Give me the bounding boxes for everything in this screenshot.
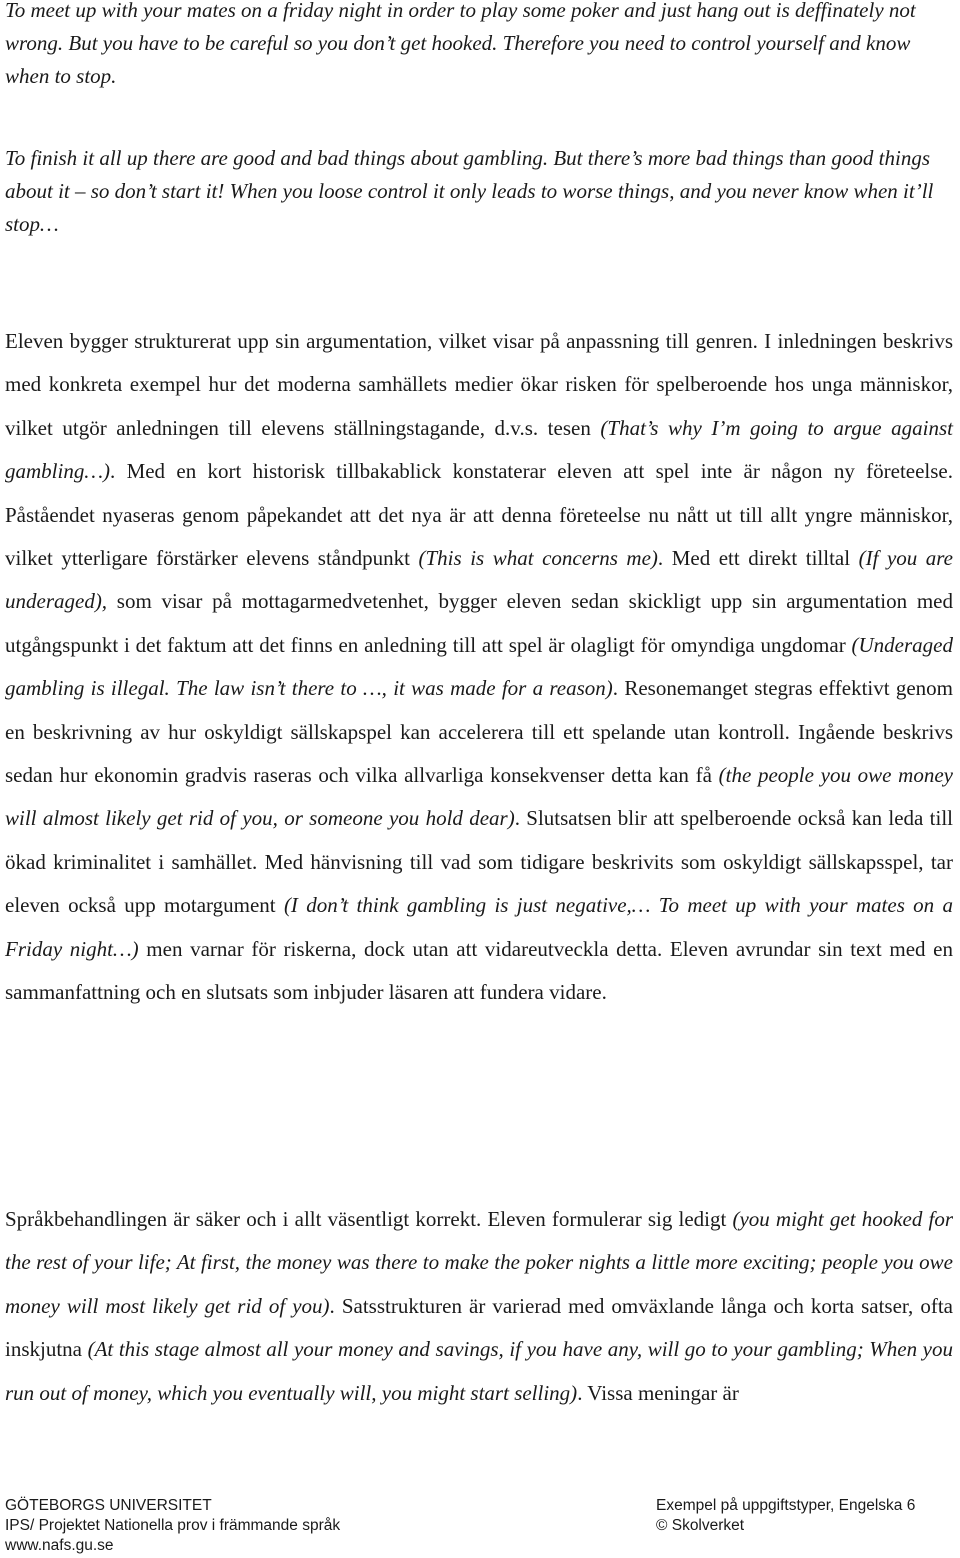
quoted-student-text: (At this stage almost all your money and savings, if you have any, will go to your gambling; When you run out of money, which you eventually will, you might start selling) xyxy=(5,1337,953,1405)
quoted-student-text: (If you are underaged), xyxy=(5,546,953,614)
commentary-text: som visar på mottagarmedvetenhet, bygger eleven sedan skickligt upp sin argumentation med utgångspunkt i det faktum att det finns en anledning till att spel är olagligt för omyndiga ungdomar xyxy=(5,589,953,657)
footer-right xyxy=(656,1496,915,1536)
quoted-student-text: (I don’t think gambling is just negative,… To meet up with your mates on a Friday night…) xyxy=(5,893,953,961)
quoted-student-text: (the people you owe money will almost likely get rid of you, or someone you hold dear) xyxy=(5,763,953,831)
commentary-text: . Resonemanget stegras effektivt genom en beskrivning av hur oskyldigt sällskapspel kan accelerera till ett spelande utan kontroll. Ingående beskrivs sedan hur ekonomin gradvis raseras och vilka allvarliga konsekvenser detta kan få xyxy=(5,676,953,788)
commentary-text: Eleven bygger strukturerat upp sin argumentation, vilket visar på anpassning till genren. I inledningen beskrivs med konkreta exempel hur det moderna samhällets medier ökar risken för spelberoende hos unga människor, vilket utgör anledningen till elevens ställningstagande, d.v.s. tesen xyxy=(5,329,953,440)
quoted-student-text: (That’s why I’m going to argue against gambling…) xyxy=(5,415,953,484)
commentary-paragraph-language xyxy=(5,1198,953,1458)
footer-website-link[interactable]: www.nafs.gu.se xyxy=(5,1537,114,1554)
commentary-text: Språkbehandlingen är säker och i allt väsentligt korrekt. Eleven formulerar sig ledigt xyxy=(5,1207,733,1231)
quoted-student-text: (you might get hooked for the rest of your life; At first, the money was there to make the poker nights a little more exciting; people you owe money will most likely get rid of you) xyxy=(5,1207,953,1318)
quoted-student-text: (Underaged gambling is illegal. The law isn’t there to …, it was made for a reason) xyxy=(5,632,953,701)
footer-university: GÖTEBORGS UNIVERSITET xyxy=(5,1497,212,1514)
commentary-text: . Satsstrukturen är varierad med omväxlande långa och korta satser, ofta inskjutna xyxy=(5,1293,953,1362)
commentary-text: . Med en kort historisk tillbakablick konstaterar eleven att spel inte är någon ny företeelse. Påståendet nyaseras genom påpekandet att det nya är att denna företeelse nu nått ut till allt yngre människor, vilket ytterligare förstärker elevens ståndpunkt xyxy=(5,459,953,571)
footer-department: IPS/ Projektet Nationella prov i främmande språk xyxy=(5,1517,341,1534)
footer-left xyxy=(5,1496,340,1556)
commentary-paragraph-structure xyxy=(5,320,953,1015)
commentary-text: . Med ett direkt tilltal xyxy=(657,546,859,571)
footer-copyright: © Skolverket xyxy=(656,1517,745,1534)
commentary-text: . Vissa meningar är xyxy=(577,1380,739,1405)
commentary-text: men varnar för riskerna, dock utan att vidareutveckla detta. Eleven avrundar sin text med en sammanfattning och en slutsats som inbjuder läsaren att fundera vidare. xyxy=(5,936,953,1005)
footer-document-title: Exempel på uppgiftstyper, Engelska 6 xyxy=(656,1497,916,1514)
quoted-student-text: (This is what concerns me) xyxy=(418,546,658,571)
essay-excerpt-paragraph-1: To meet up with your mates on a friday night in order to play some poker and just hang out is deffinately not wrong. But you have to be careful so you don’t get hooked. Therefore you need to control yourself and know when to stop. xyxy=(5,0,916,88)
commentary-text: . Slutsatsen blir att spelberoende också kan leda till ökad kriminalitet i samhället. Med hänvisning till vad som tidigare beskrivits som oskyldigt sällskapsspel, tar eleven också upp motargument xyxy=(5,806,953,918)
essay-excerpt-paragraph-2: To finish it all up there are good and bad things about gambling. But there’s more bad things than good things about it – so don’t start it! When you loose control it only leads to worse things, and you never know when it’ll stop… xyxy=(5,146,934,236)
